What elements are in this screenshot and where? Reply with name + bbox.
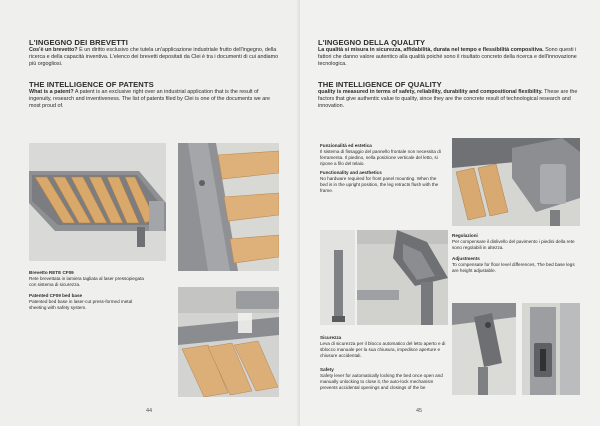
caption-adjustments-it <box>452 233 580 251</box>
photo-bed-base-perspective <box>29 143 166 261</box>
caption-functionality-en-title: Functionality and aesthetics <box>320 170 382 175</box>
caption-functionality-it-text: Il sistema di fissaggio del pannello frontale non necessita di ferramenta. Il piedino, nella posizione verticale del letto, si ripone a filo del telaio. <box>320 148 441 166</box>
italian-text-quality: Sono questi i fattori che danno valore autentico alla qualità poiché sono il risultato concreto della ricerca e dell'innovazione tecnologica. <box>318 47 577 68</box>
caption-patented-base-en-text: Patented bed base in laser-cut press-formed metal sheeting with safety system. <box>29 298 133 310</box>
photo-safety-lever <box>452 303 516 395</box>
english-paragraph-patents <box>29 89 281 110</box>
english-heading-patents: THE INTELLIGENCE OF PATENTS <box>29 80 154 89</box>
leg-joint-illustration <box>357 230 448 325</box>
caption-functionality-it-title: Funzionalità ed estetica <box>320 143 372 148</box>
italian-text-patents: È un diritto esclusivo che tutela un'applicazione industriale frutto dell'ingegno, della ricerca e della capacità inventiva. L'elenco dei brevetti depositati da Clei è tra i documenti di cui andiamo più orgogliosi. <box>29 47 279 68</box>
italian-paragraph-quality <box>318 47 580 68</box>
caption-adjustments-it-title: Regolazioni <box>452 233 478 238</box>
caption-safety-en-title: Safety <box>320 367 334 372</box>
bed-base-illustration <box>29 143 166 261</box>
english-text-quality: These are the factors that give authentic value to quality, since they are the concrete result of technological research and innovation. <box>318 89 578 110</box>
caption-patented-base-it-text: Rete brevettata in lamiera tagliata al laser pressopiegata con sistema di sicurezza. <box>29 275 144 287</box>
photo-leg-joint <box>357 230 448 325</box>
bed-frame-illustration <box>178 287 279 397</box>
caption-functionality-it <box>320 143 448 167</box>
caption-functionality-en-text: No hardware required for front panel mounting. When the bed is in the upright position, the leg retracts flush with the frame. <box>320 175 439 193</box>
caption-safety-en <box>320 367 448 391</box>
caption-safety-it-text: Leva di sicurezza per il blocco automatico del letto aperto e di sblocco manuale per la sua chiusura, impedisce aperture e chiusure accidentali. <box>320 340 446 358</box>
english-lead-quality: quality is measured in terms of safety, reliability, durability and compositional flexibility. <box>318 89 543 95</box>
english-heading-quality: THE INTELLIGENCE OF QUALITY <box>318 80 442 89</box>
safety-lever-illustration <box>452 303 516 395</box>
caption-safety-it-title: Sicurezza <box>320 335 342 340</box>
caption-patented-base-it-title: Brevetto RETE CF09 <box>29 270 74 275</box>
caption-adjustments-it-text: Per compensare il dislivello del pavimento i piedini della rete sono regolabili in altezza. <box>452 238 575 250</box>
italian-heading-quality: L'INGEGNO DELLA QUALITY <box>318 38 426 47</box>
lock-mechanism-illustration <box>522 303 580 395</box>
caption-functionality-en <box>320 170 444 194</box>
caption-patented-base-en-title: Patented CF09 bed base <box>29 293 83 298</box>
photo-front-panel-fixing <box>452 138 580 226</box>
english-paragraph-quality <box>318 89 580 110</box>
italian-heading-patents: L'INGEGNO DEI BREVETTI <box>29 38 128 47</box>
english-text-patents: A patent is an exclusive right over an industrial application that is the result of ingenuity, research and inventiveness. The list of patents filed by Clei is one of the documents we are most proud of. <box>29 89 271 110</box>
caption-patented-base-en <box>29 293 133 311</box>
photo-lock-mechanism <box>522 303 580 395</box>
italian-lead-quality: La qualità si misura in sicurezza, affidabilità, durata nel tempo e flessibilità compositiva. <box>318 47 544 53</box>
page-number-left: 44 <box>146 408 153 414</box>
english-lead-patents: What is a patent? <box>29 89 74 95</box>
caption-safety-en-text: Safety lever for automatically locking the bed once open and manually unlocking to close it, the auto-lock mechanism prevents accidental openings and closings of the be <box>320 372 443 390</box>
caption-adjustments-en <box>452 256 580 274</box>
adjustable-leg-illustration <box>320 230 355 325</box>
caption-safety-it <box>320 335 448 359</box>
italian-lead-patents: Cos'è un brevetto? <box>29 47 78 53</box>
caption-adjustments-en-title: Adjustments <box>452 256 480 261</box>
caption-patented-base-it <box>29 270 149 288</box>
photo-slats-closeup <box>178 143 279 271</box>
front-panel-fixing-illustration <box>452 138 580 226</box>
page-number-right: 45 <box>416 408 423 414</box>
photo-adjustable-leg <box>320 230 355 325</box>
caption-adjustments-en-text: To compensate for floor level differences, The bed base legs are height adjustable. <box>452 261 575 273</box>
right-page <box>300 0 600 426</box>
slats-closeup-illustration <box>178 143 279 271</box>
photo-bed-frame-lower <box>178 287 279 397</box>
italian-paragraph-patents <box>29 47 281 68</box>
